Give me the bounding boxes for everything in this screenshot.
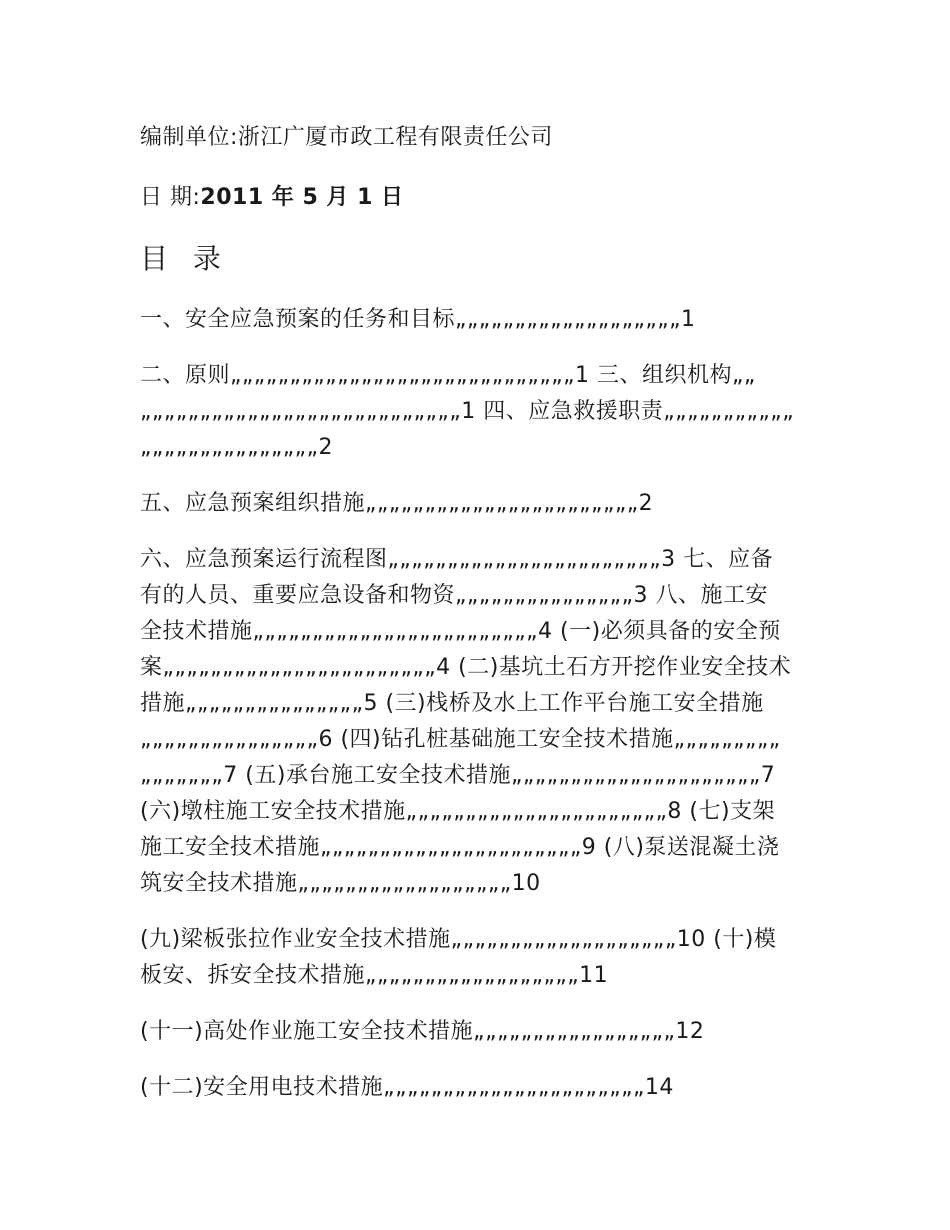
toc-line: (十一)高处作业施工安全技术措施„„„„„„„„„„„„„„„„„12	[140, 1019, 705, 1044]
toc-line: 板安、拆安全技术措施„„„„„„„„„„„„„„„„„„11	[140, 963, 609, 988]
toc-line: 全技术措施„„„„„„„„„„„„„„„„„„„„„„„„4 (一)必须具备的安全预	[140, 619, 781, 644]
date-label: 日 期:	[140, 185, 201, 210]
compiling-unit: 编制单位:浙江广厦市政工程有限责任公司	[140, 125, 553, 150]
toc-line: „„„„„„„7 (五)承台施工安全技术措施„„„„„„„„„„„„„„„„„„„„„7	[140, 763, 776, 788]
toc-title: 目 录	[140, 242, 229, 275]
toc-line: 五、应急预案组织措施„„„„„„„„„„„„„„„„„„„„„„„2	[140, 491, 654, 516]
toc-line: (九)梁板张拉作业安全技术措施„„„„„„„„„„„„„„„„„„„10 (十)模	[140, 927, 777, 952]
toc-line: 措施„„„„„„„„„„„„„„„5 (三)栈桥及水上工作平台施工安全措施	[140, 691, 764, 716]
toc-line: 施工安全技术措施„„„„„„„„„„„„„„„„„„„„„„9 (八)泵送混凝土浇	[140, 835, 780, 860]
date-value: 2011 年 5 月 1 日	[200, 185, 404, 210]
toc-line: (十二)安全用电技术措施„„„„„„„„„„„„„„„„„„„„„„14	[140, 1075, 674, 1100]
toc-line: 筑安全技术措施„„„„„„„„„„„„„„„„„„10	[140, 871, 541, 896]
toc-line: 二、原则„„„„„„„„„„„„„„„„„„„„„„„„„„„„„1 三、组织机构„„	[140, 363, 756, 388]
toc-line: 一、安全应急预案的任务和目标„„„„„„„„„„„„„„„„„„„1	[140, 307, 696, 332]
date-line	[140, 181, 404, 215]
toc-line: 有的人员、重要应急设备和物资„„„„„„„„„„„„„„„3 八、施工安	[140, 583, 768, 608]
toc-line: 六、应急预案运行流程图„„„„„„„„„„„„„„„„„„„„„„„3 七、应备	[140, 547, 774, 572]
toc-line: 案„„„„„„„„„„„„„„„„„„„„„„„4 (二)基坑土石方开挖作业安全技术	[140, 655, 792, 680]
toc-line: „„„„„„„„„„„„„„„2	[140, 435, 333, 460]
toc-line: „„„„„„„„„„„„„„„„„„„„„„„„„„„1 四、应急救援职责„„„„„„„„„„„	[140, 399, 795, 424]
toc-line: (六)墩柱施工安全技术措施„„„„„„„„„„„„„„„„„„„„„„8 (七)支架	[140, 799, 776, 824]
toc-line: „„„„„„„„„„„„„„„6 (四)钻孔桩基础施工安全技术措施„„„„„„„„„	[140, 727, 781, 752]
